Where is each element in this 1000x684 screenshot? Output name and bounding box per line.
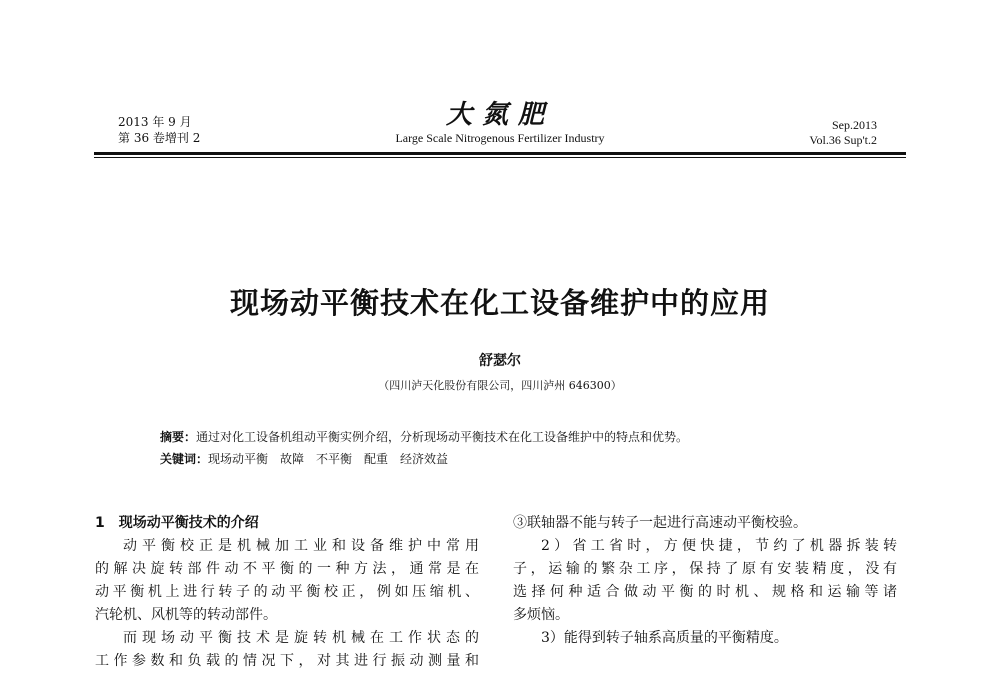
article-title: 现场动平衡技术在化工设备维护中的应用 xyxy=(229,286,770,320)
author-affiliation: （四川泸天化股份有限公司，四川泸州 646300） xyxy=(378,379,622,392)
abstract-label: 摘要： xyxy=(160,430,197,444)
journal-volume-en: Vol.36 Sup't.2 xyxy=(809,133,877,147)
keywords xyxy=(160,448,688,470)
section-heading xyxy=(95,512,479,535)
paragraph-line: 选择何种适合做动平衡的时机、规格和运输等诸 xyxy=(513,584,897,600)
paragraph-line: 动平衡机上进行转子的动平衡校正，例如压缩机、 xyxy=(95,584,479,600)
section-number: 1 xyxy=(95,515,105,531)
keywords-label: 关键词： xyxy=(160,452,209,466)
journal-logo-cn: 大氮肥 xyxy=(445,100,554,130)
paragraph-line: 2）省工省时，方便快捷，节约了机器拆装转 xyxy=(541,538,897,554)
section-title: 现场动平衡技术的介绍 xyxy=(118,515,259,531)
article-author: 舒瑟尔 xyxy=(479,353,521,369)
paragraph-line: 多烦恼。 xyxy=(513,607,569,623)
journal-volume: 第 36 卷增刊 2 xyxy=(118,131,201,145)
abstract-block xyxy=(160,426,688,470)
paragraph-line: 而现场动平衡技术是旋转机械在工作状态的 xyxy=(123,630,479,646)
left-column xyxy=(95,512,479,673)
abstract xyxy=(160,426,688,448)
journal-date-volume-en xyxy=(809,118,877,148)
paragraph-line: 3）能得到转子轴系高质量的平衡精度。 xyxy=(541,630,788,646)
header-rule-thick xyxy=(94,152,906,155)
paragraph-line: 汽轮机、风机等的转动部件。 xyxy=(95,607,277,623)
right-column xyxy=(513,512,897,650)
paragraph-line: 子，运输的繁杂工序，保持了原有安装精度，没有 xyxy=(513,561,897,577)
journal-name-en: Large Scale Nitrogenous Fertilizer Industry xyxy=(395,131,605,145)
list-item-3: ③联轴器不能与转子一起进行高速动平衡校验。 xyxy=(513,515,807,531)
journal-date: 2013 年 9 月 xyxy=(118,115,192,129)
journal-date-en: Sep.2013 xyxy=(832,118,877,132)
journal-date-volume xyxy=(118,114,200,146)
paragraph-line: 动平衡校正是机械加工业和设备维护中常用 xyxy=(123,538,479,554)
abstract-text: 通过对化工设备机组动平衡实例介绍，分析现场动平衡技术在化工设备维护中的特点和优势。 xyxy=(196,430,689,444)
paragraph-line: 工作参数和负载的情况下，对其进行振动测量和 xyxy=(95,653,479,669)
journal-logo xyxy=(360,99,640,145)
keywords-text: 现场动平衡 故障 不平衡 配重 经济效益 xyxy=(208,452,449,466)
header-rule-thin xyxy=(94,157,906,158)
paragraph-line: 的解决旋转部件动不平衡的一种方法，通常是在 xyxy=(95,561,479,577)
